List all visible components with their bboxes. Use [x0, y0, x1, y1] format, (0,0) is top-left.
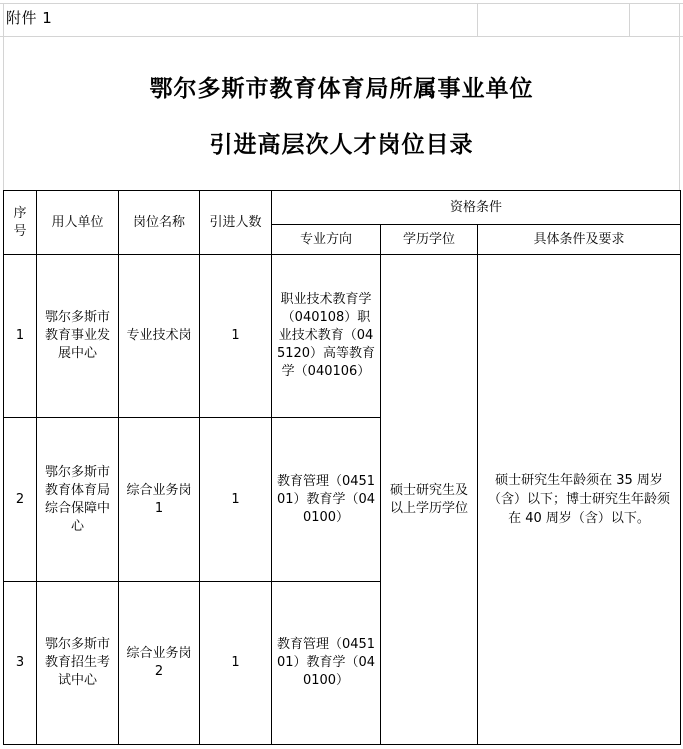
row-position: 综合业务岗 2: [119, 582, 200, 745]
header-qualifications: 资格条件: [272, 191, 681, 225]
row-unit: 鄂尔多斯市教育体育局综合保障中心: [37, 418, 119, 582]
header-position: 岗位名称: [119, 191, 200, 255]
gridline: [0, 36, 683, 37]
page-title-line-1: 鄂尔多斯市教育体育局所属事业单位: [149, 76, 534, 102]
gridline: [477, 3, 478, 36]
degree-cell: 硕士研究生及以上学历学位: [381, 255, 478, 745]
row-count: 1: [200, 418, 272, 582]
row-position: 专业技术岗: [119, 255, 200, 418]
gridline: [0, 3, 683, 4]
row-seq: 2: [4, 418, 37, 582]
row-unit: 鄂尔多斯市教育事业发展中心: [37, 255, 119, 418]
header-requirements: 具体条件及要求: [478, 225, 681, 255]
row-position: 综合业务岗 1: [119, 418, 200, 582]
position-catalog-table: [3, 190, 681, 745]
page-title-line-2: 引进高层次人才岗位目录: [209, 132, 474, 158]
row-seq: 3: [4, 582, 37, 745]
row-count: 1: [200, 255, 272, 418]
header-count: 引进人数: [200, 191, 272, 255]
header-degree: 学历学位: [381, 225, 478, 255]
row-count: 1: [200, 582, 272, 745]
row-major: 教育管理（045101）教育学（040100）: [272, 582, 381, 745]
row-seq: 1: [4, 255, 37, 418]
row-unit: 鄂尔多斯市教育招生考试中心: [37, 582, 119, 745]
header-seq: 序号: [4, 191, 37, 255]
table-row: [4, 255, 681, 418]
row-major: 职业技术教育学（040108）职业技术教育（045120）高等教育学（040106）: [272, 255, 381, 418]
header-major: 专业方向: [272, 225, 381, 255]
requirements-cell: 硕士研究生年龄须在 35 周岁（含）以下；博士研究生年龄须在 40 周岁（含）以下。: [478, 255, 681, 745]
gridline: [629, 3, 630, 36]
header-unit: 用人单位: [37, 191, 119, 255]
attachment-label: 附件 1: [6, 9, 53, 27]
row-major: 教育管理（045101）教育学（040100）: [272, 418, 381, 582]
header-row-1: [4, 191, 681, 225]
